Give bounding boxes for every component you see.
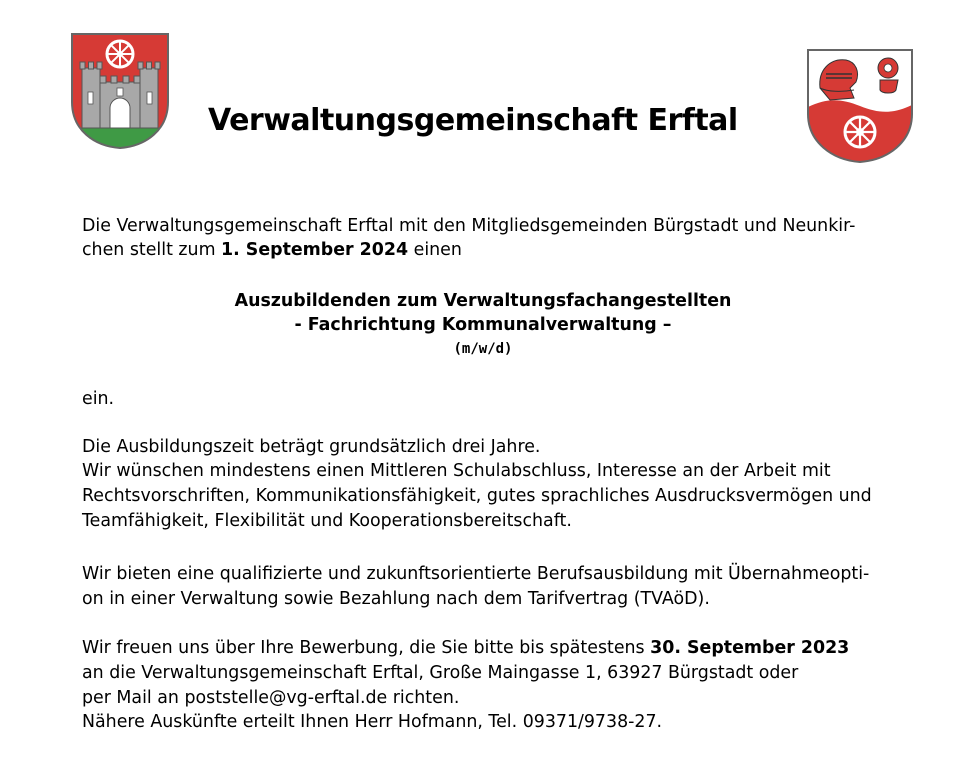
deadline-date: 30. September 2023 [650, 638, 850, 658]
intro-line-2 [82, 239, 462, 262]
offer-line-1: Wir bieten eine qualifizierte und zukunftsorientierte Berufsausbildung mit Übernahmeopti- [82, 564, 870, 584]
application-line-3: per Mail an poststelle@vg-erftal.de richten. [82, 688, 460, 708]
requirements-line-1: Die Ausbildungszeit beträgt grundsätzlich drei Jahre. [82, 437, 541, 457]
requirements-line-4: Teamfähigkeit, Flexibilität und Kooperationsbereitschaft. [82, 511, 572, 531]
city-gate-crest-icon [70, 32, 170, 150]
gender-note: (m/w/d) [453, 341, 513, 357]
page-title: Verwaltungsgemeinschaft Erftal [208, 103, 738, 138]
requirements-line-3: Rechtsvorschriften, Kommunikationsfähigkeit, gutes sprachliches Ausdrucksvermögen und [82, 486, 872, 506]
intro-text-end: einen [408, 240, 462, 260]
contact-line: Nähere Auskünfte erteilt Ihnen Herr Hofmann, Tel. 09371/9738-27. [82, 712, 663, 732]
intro-line-1: Die Verwaltungsgemeinschaft Erftal mit den Mitgliedsgemeinden Bürgstadt und Neunkir- [82, 216, 856, 236]
requirements-line-2: Wir wünschen mindestens einen Mittleren Schulabschluss, Interesse an der Arbeit mit [82, 461, 831, 481]
job-title-line-1: Auszubildenden zum Verwaltungsfachangestellten [234, 291, 732, 311]
start-date: 1. September 2024 [221, 240, 409, 260]
ein-text: ein. [82, 389, 115, 409]
application-line-2: an die Verwaltungsgemeinschaft Erftal, Große Maingasse 1, 63927 Bürgstadt oder [82, 663, 799, 683]
intro-text: chen stellt zum [82, 240, 222, 260]
application-line-1 [82, 637, 849, 660]
application-text: Wir freuen uns über Ihre Bewerbung, die Sie bitte bis spätestens [82, 638, 651, 658]
job-title-line-2: - Fachrichtung Kommunalverwaltung – [294, 315, 672, 335]
helmet-wheel-crest-icon [806, 48, 914, 164]
offer-line-2: on in einer Verwaltung sowie Bezahlung nach dem Tarifvertrag (TVAöD). [82, 589, 710, 609]
